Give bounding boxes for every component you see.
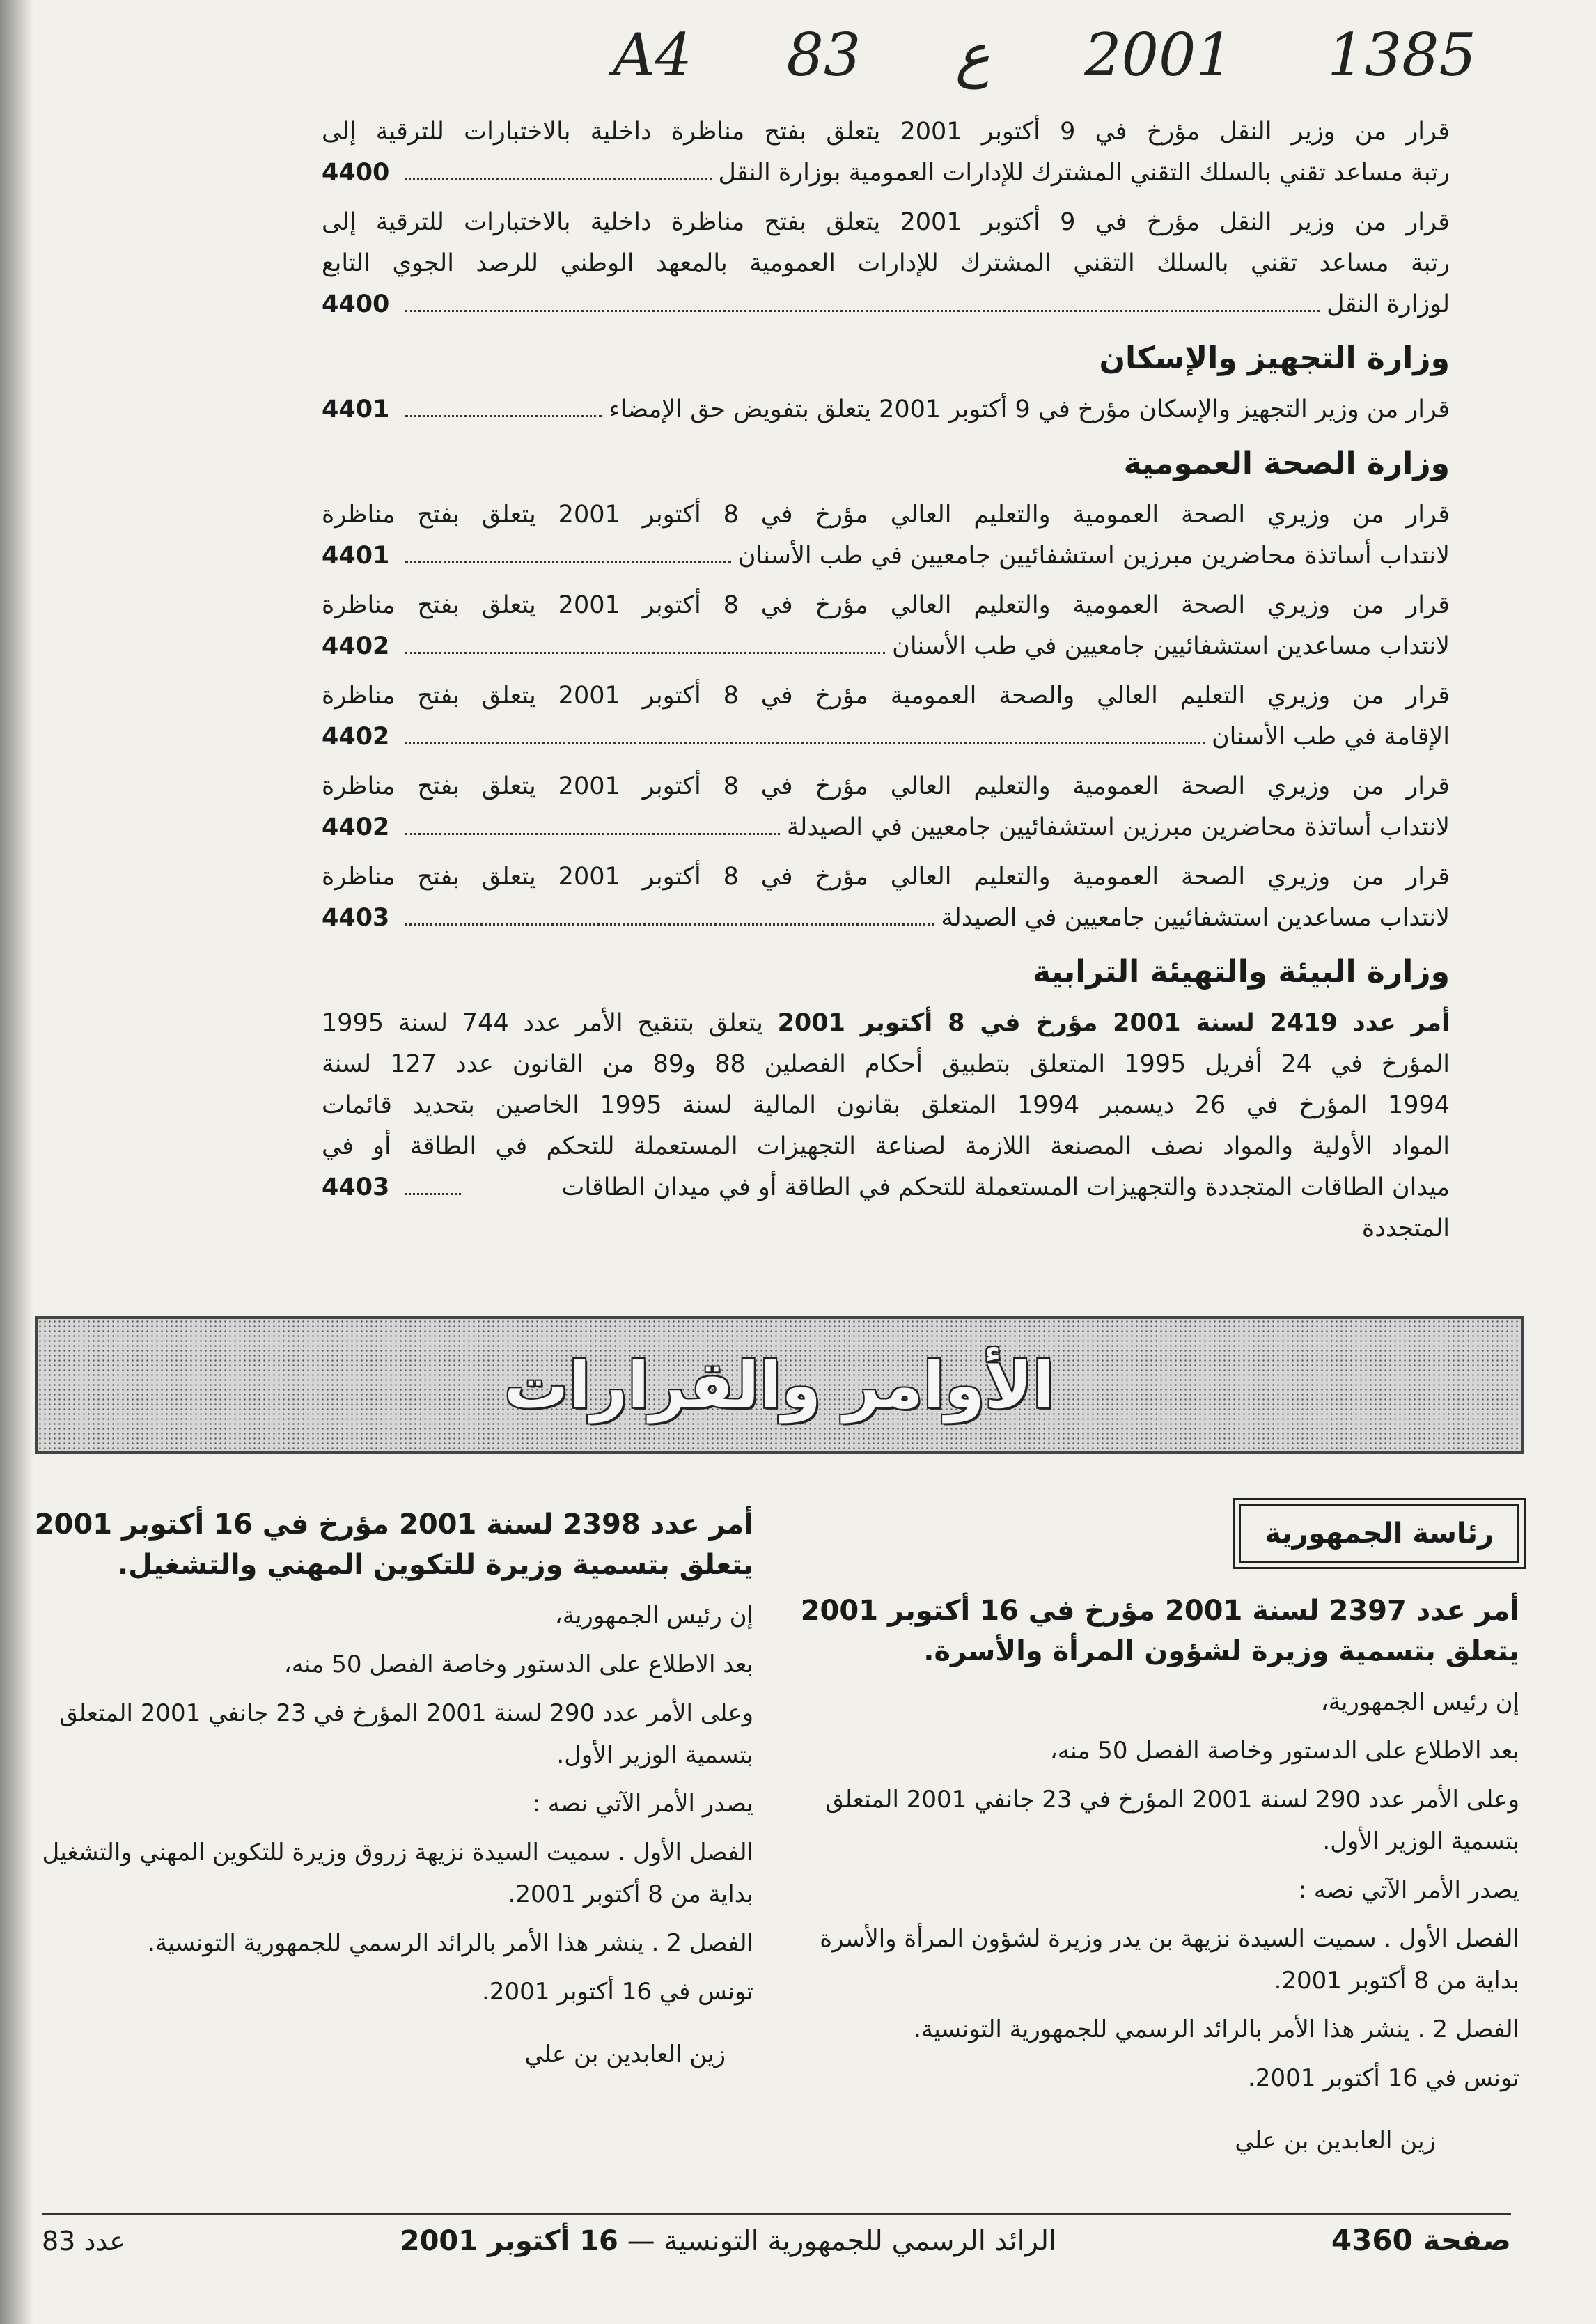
page-number: 4403 xyxy=(322,1173,390,1201)
leader-dots xyxy=(405,923,934,926)
toc-entry xyxy=(322,676,1450,758)
handwritten-issue: 83 xyxy=(786,21,861,89)
toc-entry-line: لانتداب مساعدين استشفائيين جامعيين في طب الأسنان xyxy=(892,632,1450,660)
toc-entry-line: الإقامة في طب الأسنان xyxy=(1211,723,1450,751)
banner-title: الأوامر والقرارات xyxy=(503,1348,1055,1423)
toc-entry xyxy=(322,494,1450,577)
toc-entry-line: قرار من وزيري الصحة العمومية والتعليم العالي مؤرخ في 8 أكتوبر 2001 يتعلق بفتح مناظرة xyxy=(322,501,1450,529)
toc-entry xyxy=(322,585,1450,667)
page-number: 4400 xyxy=(322,290,390,318)
leader-dots xyxy=(405,652,885,654)
toc-entry xyxy=(322,111,1450,194)
decree-reference: أمر عدد 2419 لسنة 2001 مؤرخ في 8 أكتوبر 2001 xyxy=(777,1009,1450,1037)
decree-paragraph: وعلى الأمر عدد 290 لسنة 2001 المؤرخ في 23 جانفي 2001 المتعلق بتسمية الوزير الأول. xyxy=(59,1699,753,1769)
footer-date: 16 أكتوبر 2001 xyxy=(400,2225,618,2257)
toc-entry-line: المواد الأولية والمواد نصف المصنعة اللازمة لصناعة التجهيزات المستعملة للتحكم في الطاقة أو في xyxy=(322,1132,1450,1160)
toc-entry-line: قرار من وزير النقل مؤرخ في 9 أكتوبر 2001 يتعلق بفتح مناظرة داخلية بالاختبارات للترقية إلى xyxy=(322,208,1450,236)
toc-entry-line: رتبة مساعد تقني بالسلك التقني المشترك للإدارات العمومية بالمعهد الوطني للرصد الجوي التابع xyxy=(322,249,1450,277)
toc-entry xyxy=(322,1003,1450,1249)
page-number: 4400 xyxy=(322,159,390,187)
toc-entry xyxy=(322,857,1450,939)
decree-paragraph: بعد الاطلاع على الدستور وخاصة الفصل 50 منه، xyxy=(283,1651,753,1678)
handwritten-code: A4 xyxy=(613,21,693,89)
toc-entry-line: لوزارة النقل xyxy=(1327,290,1450,318)
footer-journal xyxy=(400,2225,1056,2257)
toc-entry-line: لانتداب أساتذة محاضرين مبرزين استشفائيين جامعيين في طب الأسنان xyxy=(737,542,1450,570)
ministry-heading: وزارة التجهيز والإسكان xyxy=(1099,341,1450,376)
toc-entry-line: لانتداب أساتذة محاضرين مبرزين استشفائيين جامعيين في الصيدلة xyxy=(786,813,1450,841)
signature: زين العابدين بن علي xyxy=(1235,2127,1436,2155)
leader-dots xyxy=(405,742,1205,744)
decree-title: أمر عدد 2397 لسنة 2001 مؤرخ في 16 أكتوبر 2001 يتعلق بتسمية وزيرة لشؤون المرأة والأسرة. xyxy=(800,1595,1519,1667)
footer-issue: عدد 83 xyxy=(42,2226,125,2256)
toc-entry xyxy=(322,389,1450,430)
toc-entry-line: قرار من وزيري الصحة العمومية والتعليم العالي مؤرخ في 8 أكتوبر 2001 يتعلق بفتح مناظرة xyxy=(322,863,1450,891)
page-footer xyxy=(42,2223,1511,2257)
leader-dots xyxy=(405,178,712,180)
footer-journal-name: الرائد الرسمي للجمهورية التونسية — xyxy=(627,2225,1057,2257)
signature: زين العابدين بن علي xyxy=(524,2041,726,2068)
page-number: 4401 xyxy=(322,396,390,423)
section-banner xyxy=(35,1316,1524,1454)
decree-paragraph: تونس في 16 أكتوبر 2001. xyxy=(1248,2064,1519,2092)
decree-title: أمر عدد 2398 لسنة 2001 مؤرخ في 16 أكتوبر 2001 يتعلق بتسمية وزيرة للتكوين المهني والتشغيل. xyxy=(34,1508,753,1581)
decree-paragraph: بعد الاطلاع على الدستور وخاصة الفصل 50 منه، xyxy=(1049,1737,1519,1765)
presidency-label: رئاسة الجمهورية xyxy=(1239,1504,1519,1563)
decree-column-right xyxy=(795,1504,1519,2162)
decree-column-left xyxy=(29,1504,753,2075)
decree-paragraph: الفصل 2 . ينشر هذا الأمر بالرائد الرسمي للجمهورية التونسية. xyxy=(914,2015,1519,2043)
page-number: 4402 xyxy=(322,813,390,841)
decree-paragraph: الفصل الأول . سميت السيدة نزيهة زروق وزيرة للتكوين المهني والتشغيل بداية من 8 أكتوبر 2001. xyxy=(42,1839,753,1908)
toc-entry-line: قرار من وزير التجهيز والإسكان مؤرخ في 9 أكتوبر 2001 يتعلق بتفويض حق الإمضاء xyxy=(609,396,1450,423)
handwritten-number: 1385 xyxy=(1327,21,1476,89)
toc-entry-line: قرار من وزيري الصحة العمومية والتعليم العالي مؤرخ في 8 أكتوبر 2001 يتعلق بفتح مناظرة xyxy=(322,772,1450,800)
decree-paragraph: إن رئيس الجمهورية، xyxy=(554,1602,753,1630)
decree-paragraph: الفصل 2 . ينشر هذا الأمر بالرائد الرسمي للجمهورية التونسية. xyxy=(148,1929,753,1957)
decree-paragraph: الفصل الأول . سميت السيدة نزيهة بن يدر وزيرة لشؤون المرأة والأسرة بداية من 8 أكتوبر 2001. xyxy=(820,1925,1519,1995)
handwritten-note xyxy=(613,21,1476,89)
leader-dots xyxy=(405,561,731,563)
handwritten-year: 2001 xyxy=(1084,21,1233,89)
toc-entry-line: 1994 المؤرخ في 26 ديسمبر 1994 المتعلق بقانون المالية لسنة 1995 الخاصين بتحديد قائمات xyxy=(322,1091,1450,1119)
toc-entry-line: المؤرخ في 24 أفريل 1995 المتعلق بتطبيق أحكام الفصلين 88 و89 من القانون عدد 127 لسنة xyxy=(322,1050,1450,1078)
decree-paragraph: وعلى الأمر عدد 290 لسنة 2001 المؤرخ في 23 جانفي 2001 المتعلق بتسمية الوزير الأول. xyxy=(825,1786,1519,1855)
toc-entry-line: قرار من وزيري الصحة العمومية والتعليم العالي مؤرخ في 8 أكتوبر 2001 يتعلق بفتح مناظرة xyxy=(322,591,1450,619)
decree-paragraph: يصدر الأمر الآتي نصه : xyxy=(532,1790,753,1818)
handwritten-letter: ع xyxy=(955,21,990,89)
page-number: 4402 xyxy=(322,723,390,751)
decree-paragraph: تونس في 16 أكتوبر 2001. xyxy=(482,1978,753,2006)
table-of-contents xyxy=(322,111,1450,1258)
page-number: 4402 xyxy=(322,632,390,660)
toc-entry-line: قرار من وزيري التعليم العالي والصحة العمومية مؤرخ في 8 أكتوبر 2001 يتعلق بفتح مناظرة xyxy=(322,682,1450,710)
toc-entry-line: أمر عدد 2419 لسنة 2001 مؤرخ في 8 أكتوبر 2001 يتعلق بتنقيح الأمر عدد 744 لسنة 1995 xyxy=(322,1009,1450,1037)
ministry-heading: وزارة البيئة والتهيئة الترابية xyxy=(1033,954,1450,990)
page-number: 4403 xyxy=(322,904,390,932)
leader-dots xyxy=(405,415,602,417)
toc-entry-line: ميدان الطاقات المتجددة والتجهيزات المستعملة للتحكم في الطاقة أو في ميدان الطاقات المتجددة xyxy=(561,1173,1450,1242)
footer-page-label: صفحة 4360 xyxy=(1331,2223,1511,2257)
toc-entry-line: لانتداب مساعدين استشفائيين جامعيين في الصيدلة xyxy=(941,904,1450,932)
leader-dots xyxy=(405,310,1320,312)
page-number: 4401 xyxy=(322,542,390,570)
toc-entry xyxy=(322,202,1450,325)
toc-entry-line: قرار من وزير النقل مؤرخ في 9 أكتوبر 2001 يتعلق بفتح مناظرة داخلية بالاختبارات للترقية إلى xyxy=(322,118,1450,146)
ministry-heading: وزارة الصحة العمومية xyxy=(1123,446,1450,481)
decree-paragraph: يصدر الأمر الآتي نصه : xyxy=(1298,1876,1519,1904)
footer-divider xyxy=(42,2213,1511,2215)
leader-dots xyxy=(405,833,780,835)
binding-shadow xyxy=(0,0,33,2324)
toc-entry-line: رتبة مساعد تقني بالسلك التقني المشترك للإدارات العمومية بوزارة النقل xyxy=(718,159,1450,187)
toc-entry xyxy=(322,766,1450,848)
leader-dots xyxy=(405,1193,461,1195)
decree-paragraph: إن رئيس الجمهورية، xyxy=(1320,1688,1519,1716)
